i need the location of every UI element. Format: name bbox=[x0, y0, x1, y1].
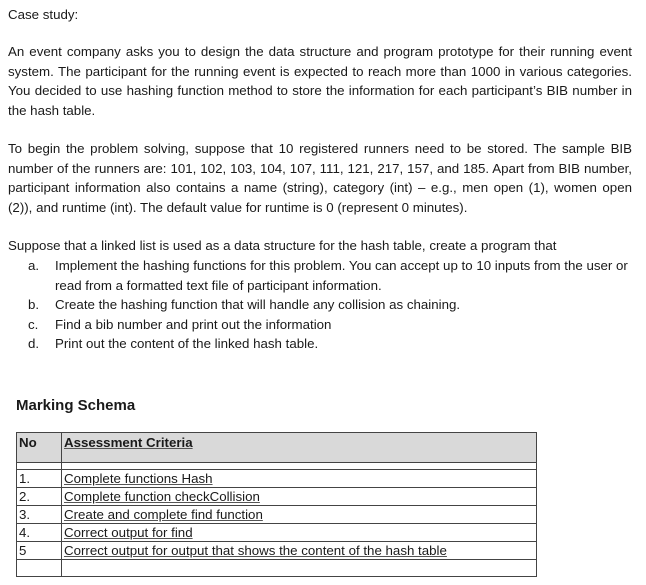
column-header-no: No bbox=[17, 433, 62, 463]
marking-schema-table bbox=[16, 432, 537, 577]
table-row-empty bbox=[17, 560, 537, 577]
case-study-heading: Case study: bbox=[8, 7, 79, 22]
paragraph-problem: To begin the problem solving, suppose that 10 registered runners need to be stored. The sample BIB number of the runners are: 101, 102, 103, 104, 107, 111, 121, 217, 157, and 185. Apart from BIB number, participant information also contains a name (string), category (int) – e.g., men open (1), women open (2)), and runtime (int). The default value for runtime is 0 (represent 0 minutes). bbox=[8, 141, 632, 215]
task-list bbox=[28, 256, 636, 354]
list-item bbox=[28, 315, 636, 335]
list-item bbox=[28, 334, 636, 354]
cell-criteria-text: Complete functions Hash bbox=[64, 471, 213, 486]
table-spacer-row bbox=[17, 463, 537, 470]
paragraph-intro: An event company asks you to design the data structure and program prototype for their running event system. The participant for the running event is expected to reach more than 1000 in various categories. You decided to use hashing function method to store the information for each participant’s BIB number in the hash table. bbox=[8, 44, 632, 118]
list-marker: d. bbox=[28, 336, 40, 352]
cell-no: 2. bbox=[17, 488, 62, 506]
list-marker: a. bbox=[28, 258, 40, 273]
cell-no: 3. bbox=[17, 506, 62, 524]
cell-criteria bbox=[62, 470, 537, 488]
cell-criteria-text: Complete function checkCollision bbox=[64, 489, 260, 504]
list-item-text: Create the hashing function that will handle any collision as chaining. bbox=[55, 297, 461, 313]
list-item-text: Find a bib number and print out the information bbox=[55, 316, 332, 332]
list-marker: b. bbox=[28, 297, 40, 313]
cell-no: 4. bbox=[17, 524, 62, 542]
cell-criteria bbox=[62, 524, 537, 542]
list-marker: c. bbox=[28, 316, 39, 332]
cell-criteria-text: Correct output for find bbox=[64, 525, 193, 540]
list-item-text: Print out the content of the linked hash table. bbox=[55, 336, 319, 352]
table-row bbox=[17, 506, 537, 524]
column-header-criteria bbox=[62, 433, 537, 463]
list-item bbox=[28, 256, 636, 295]
table-header-row bbox=[17, 433, 537, 463]
list-item bbox=[28, 295, 636, 315]
table-row bbox=[17, 542, 537, 560]
cell-criteria bbox=[62, 488, 537, 506]
table-row bbox=[17, 488, 537, 506]
cell-criteria bbox=[62, 542, 537, 560]
column-header-criteria-text: Assessment Criteria bbox=[64, 435, 193, 450]
marking-schema-title: Marking Schema bbox=[16, 397, 136, 414]
task-intro: Suppose that a linked list is used as a data structure for the hash table, create a program that bbox=[8, 238, 557, 253]
cell-no: 5 bbox=[17, 542, 62, 560]
cell-criteria-text: Correct output for output that shows the content of the hash table bbox=[64, 543, 447, 558]
cell-criteria-text: Create and complete find function bbox=[64, 507, 263, 522]
list-item-text: Implement the hashing functions for this problem. You can accept up to 10 inputs from the user or read from a formatted text file of participant information. bbox=[55, 258, 628, 293]
table-row bbox=[17, 524, 537, 542]
cell-criteria bbox=[62, 506, 537, 524]
cell-no: 1. bbox=[17, 470, 62, 488]
table-row bbox=[17, 470, 537, 488]
